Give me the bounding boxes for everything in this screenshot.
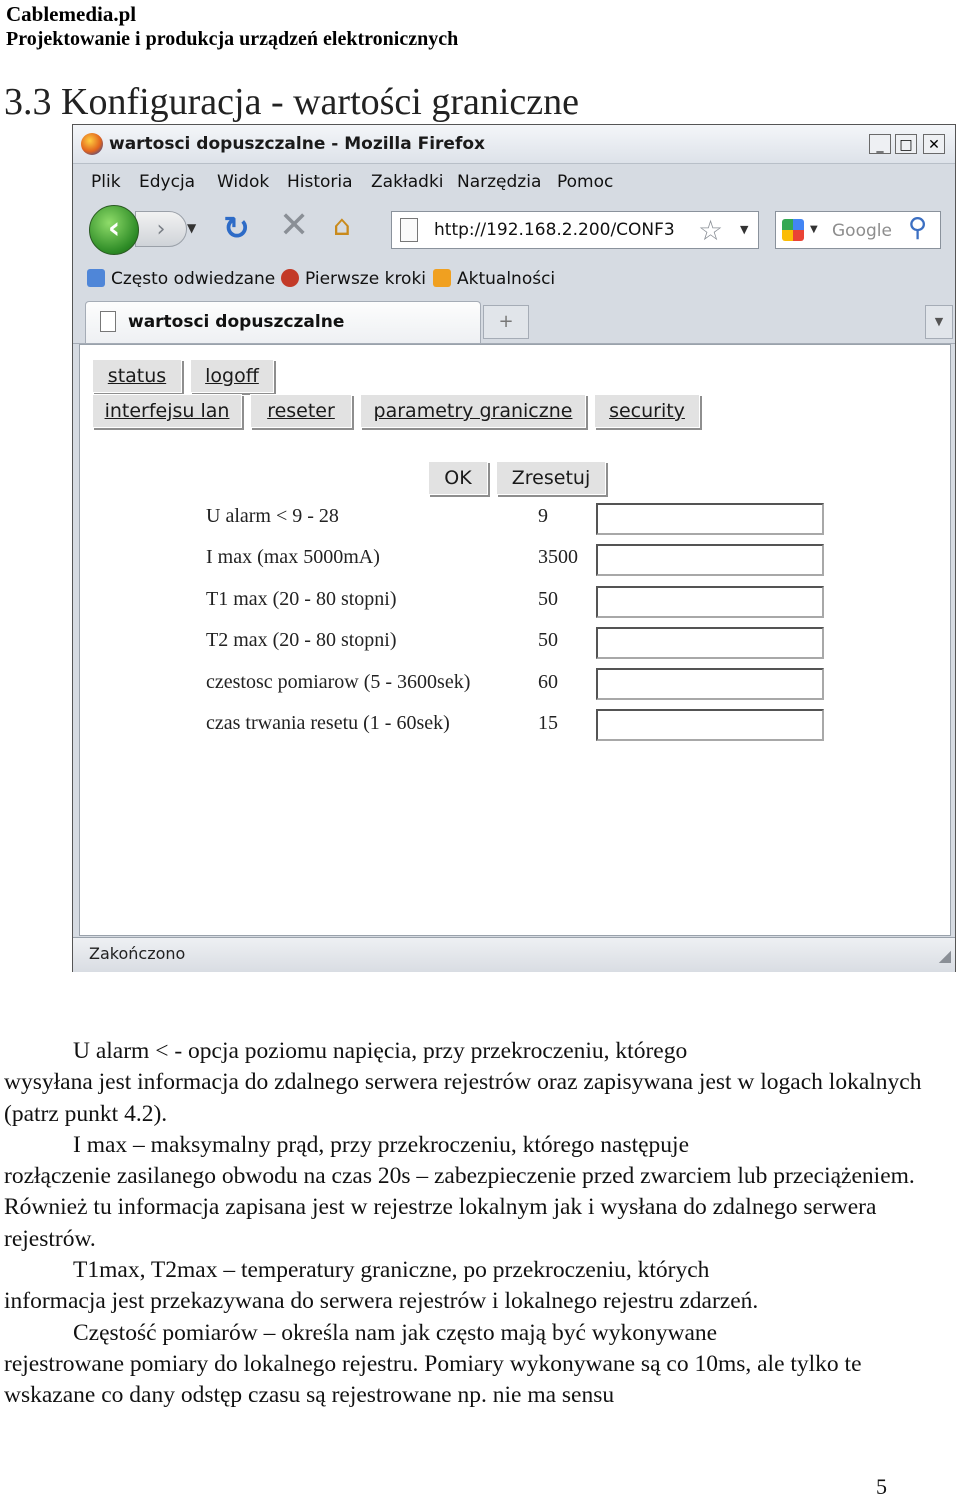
menu-plik[interactable]: Plik	[91, 172, 121, 192]
bookmark-czesto-odwiedzane[interactable]	[87, 269, 275, 289]
section-title: 3.3 Konfiguracja - wartości graniczne	[4, 81, 580, 123]
resize-grip-icon[interactable]: ◢	[938, 946, 951, 965]
url-text[interactable]: http://192.168.2.200/CONF3	[434, 220, 675, 240]
reload-icon[interactable]: ↻	[223, 209, 250, 247]
maximize-button[interactable]: □	[895, 134, 917, 154]
nav-parametry-graniczne-button[interactable]: parametry graniczne	[360, 394, 586, 428]
close-button[interactable]: ✕	[923, 134, 945, 154]
paragraph-czestosc-rest: rejestrowane pomiary do lokalnego rejestru. Pomiary wykonywane są co 10ms, ale tylko te wskazane co dany odstęp czasu są rejestrowane np. nie ma sensu	[4, 1350, 862, 1409]
paragraph-t-max-rest: informacja jest przekazywana do serwera rejestrów i lokalnego rejestru zdarzeń.	[4, 1288, 759, 1315]
i-max-value: 3500	[538, 546, 578, 568]
czestosc-pomiarow-label: czestosc pomiarow (5 - 3600sek)	[206, 671, 471, 693]
bookmark-pierwsze-kroki[interactable]	[281, 269, 426, 289]
url-dropdown-icon[interactable]: ▼	[740, 223, 749, 236]
menu-widok[interactable]: Widok	[217, 172, 270, 192]
i-max-input[interactable]	[596, 544, 824, 576]
t1-max-input[interactable]	[596, 586, 824, 618]
stop-icon[interactable]: ✕	[279, 205, 310, 246]
tab-label: wartosci dopuszczalne	[128, 312, 345, 332]
t1-max-label: T1 max (20 - 80 stopni)	[206, 588, 397, 610]
page-icon	[400, 218, 418, 242]
czas-resetu-label: czas trwania resetu (1 - 60sek)	[206, 712, 450, 734]
czestosc-pomiarow-value: 60	[538, 671, 558, 693]
status-text: Zakończono	[89, 944, 186, 963]
paragraph-i-max-rest: rozłączenie zasilanego obwodu na czas 20s – zabezpieczenie przed zwarciem lub przeciążeniem. Również tu informacja zapisana jest w rejestrze lokalnym jak i wysłana do zdalnego serwera rejestrów.	[4, 1163, 915, 1252]
paragraph-i-max-first: I max – maksymalny prąd, przy przekroczeniu, którego następuje	[73, 1131, 690, 1158]
nav-reseter-button[interactable]: reseter	[250, 394, 352, 428]
u-alarm-label: U alarm < 9 - 28	[206, 505, 339, 527]
bookmark-label: Często odwiedzane	[111, 269, 276, 289]
t1-max-value: 50	[538, 588, 558, 610]
bookmark-label: Aktualności	[457, 269, 556, 289]
menu-edycja[interactable]: Edycja	[139, 172, 196, 192]
bookmarks-toolbar	[73, 263, 955, 297]
forward-arrow-icon[interactable]: ›	[135, 211, 187, 247]
nav-status-button[interactable]: status	[92, 359, 182, 393]
search-bar[interactable]	[775, 211, 941, 249]
t2-max-label: T2 max (20 - 80 stopni)	[206, 629, 397, 651]
minimize-button[interactable]: _	[869, 134, 891, 154]
star-icon[interactable]: ☆	[698, 214, 724, 247]
czestosc-pomiarow-input[interactable]	[596, 668, 824, 700]
paragraph-u-alarm-rest: wysyłana jest informacja do zdalnego serwera rejestrów oraz zapisywana jest w logach lokalnych (patrz punkt 4.2).	[4, 1069, 922, 1127]
reset-button[interactable]: Zresetuj	[496, 461, 606, 495]
tab-list-dropdown-icon[interactable]: ▼	[925, 305, 953, 339]
magnifier-icon[interactable]: ⚲	[908, 213, 928, 243]
company-name: Cablemedia.pl	[6, 2, 137, 26]
back-arrow-icon[interactable]: ‹	[89, 205, 139, 255]
ok-button[interactable]: OK	[428, 461, 488, 495]
home-icon[interactable]: ⌂	[333, 209, 351, 242]
i-max-label: I max (max 5000mA)	[206, 546, 380, 568]
browser-window	[72, 124, 956, 972]
status-bar	[73, 937, 955, 972]
company-tagline: Projektowanie i produkcja urządzeń elektronicznych	[6, 28, 459, 50]
t2-max-value: 50	[538, 629, 558, 651]
firefox-red-icon	[281, 269, 299, 287]
czas-resetu-input[interactable]	[596, 709, 824, 741]
page-number: 5	[876, 1474, 887, 1499]
new-tab-plus-icon[interactable]: +	[483, 305, 529, 339]
google-engine-icon[interactable]	[782, 219, 804, 241]
u-alarm-input[interactable]	[596, 503, 824, 535]
nav-security-button[interactable]: security	[594, 394, 700, 428]
menu-bar	[73, 164, 955, 198]
t2-max-input[interactable]	[596, 627, 824, 659]
search-input[interactable]: Google	[832, 221, 892, 241]
paragraph-t-max-first: T1max, T2max – temperatury graniczne, po przekroczeniu, których	[73, 1257, 710, 1284]
bookmark-label: Pierwsze kroki	[305, 269, 427, 289]
most-visited-icon	[87, 269, 105, 287]
description-text	[4, 1036, 934, 1412]
bookmark-aktualnosci[interactable]	[433, 269, 555, 289]
menu-pomoc[interactable]: Pomoc	[557, 172, 614, 192]
nav-interfejsu-lan-button[interactable]: interfejsu lan	[92, 394, 242, 428]
u-alarm-value: 9	[538, 505, 548, 527]
czas-resetu-value: 15	[538, 712, 558, 734]
navigation-toolbar	[73, 199, 955, 261]
engine-dropdown-icon[interactable]: ▼	[810, 224, 818, 235]
paragraph-u-alarm-first: U alarm < - opcja poziomu napięcia, przy przekroczeniu, którego	[73, 1038, 688, 1064]
nav-logoff-button[interactable]: logoff	[190, 359, 274, 393]
page-content	[79, 344, 951, 936]
history-dropdown-icon[interactable]: ▼	[187, 221, 197, 235]
rss-feed-icon	[433, 269, 451, 287]
tab-strip	[73, 297, 955, 344]
paragraph-czestosc-first: Częstość pomiarów – określa nam jak często mają być wykonywane	[73, 1319, 718, 1346]
menu-narzedzia[interactable]: Narzędzia	[457, 172, 542, 192]
menu-zakladki[interactable]: Zakładki	[371, 172, 444, 192]
firefox-icon	[81, 133, 103, 155]
title-bar	[73, 125, 955, 164]
url-bar[interactable]	[391, 211, 759, 249]
menu-historia[interactable]: Historia	[287, 172, 353, 192]
tab-wartosci-dopuszczalne[interactable]	[85, 301, 481, 343]
page-icon	[100, 311, 116, 332]
window-title: wartosci dopuszczalne - Mozilla Firefox	[109, 134, 485, 154]
